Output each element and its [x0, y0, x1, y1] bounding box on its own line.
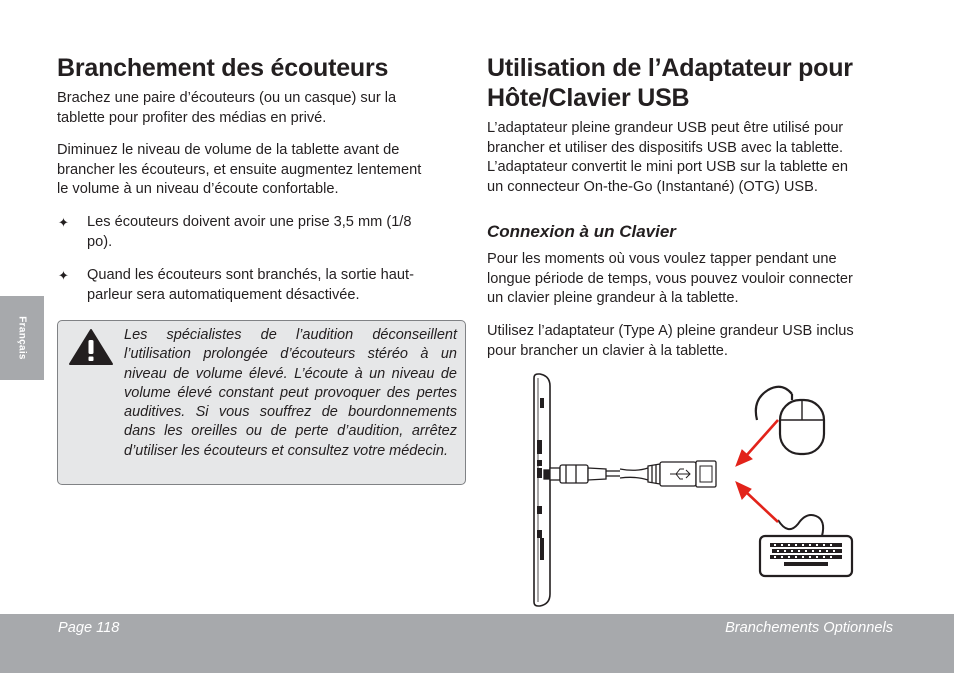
language-label: Français [16, 316, 28, 360]
bullet-star-icon: ✦ [58, 215, 69, 230]
text-line: Quand les écouteurs sont branchés, la sortie haut- [87, 267, 414, 283]
page-footer [0, 614, 954, 673]
text-line: brancher et utiliser des dispositifs USB avec la tablette. [487, 139, 844, 156]
left-paragraph-2 [57, 141, 462, 200]
text-line: brancher les écouteurs, et ensuite augmentez lentement [57, 161, 422, 178]
text-line: le volume à un niveau d’écoute confortable. [57, 181, 339, 198]
text-line: po). [87, 233, 113, 250]
warning-icon [68, 328, 114, 366]
text-line: L’adaptateur pleine grandeur USB peut être utilisé pour [487, 120, 844, 136]
text-line: un clavier pleine grandeur à la tablette. [487, 290, 739, 307]
page-number: Page 118 [58, 620, 120, 636]
warning-text: Les spécialistes de l’audition déconseillent l’utilisation prolongée d’écouteurs stéréo à un niveau de volume élevé. L’écoute à un niveau de volume élevé constant peut provoquer des pertes auditives. Si vous souffrez de bourdonnements dans les oreilles ou de perte d’audition, arrêtez d’utiliser les écouteurs et consultez votre médecin. [124, 327, 457, 459]
right-paragraph-3 [487, 322, 907, 361]
text-line: longue période de temps, vous pouvez vouloir connecter [487, 270, 853, 287]
usb-cable-icon [544, 461, 716, 487]
text-line: Diminuez le niveau de volume de la tablette avant de [57, 142, 400, 158]
right-paragraph-2 [487, 250, 907, 309]
mouse-icon [756, 387, 824, 454]
language-tab [0, 296, 44, 380]
tablet-icon [534, 374, 550, 606]
bullet-star-icon: ✦ [58, 268, 69, 283]
text-line: tablette pour profiter des médias en privé. [57, 109, 327, 126]
footer-section-name: Branchements Optionnels [725, 620, 893, 636]
usb-connection-illustration [520, 372, 860, 608]
text-line: Les écouteurs doivent avoir une prise 3,5 mm (1/8 [87, 214, 412, 230]
right-section-title [487, 53, 927, 113]
text-line: Utilisez l’adaptateur (Type A) pleine grandeur USB inclus [487, 323, 854, 339]
keyboard-icon [760, 515, 852, 576]
title-line: Hôte/Clavier USB [487, 84, 690, 112]
title-line: Utilisation de l’Adaptateur pour [487, 54, 853, 82]
bullet-item [57, 266, 462, 305]
text-line: un connecteur On-the-Go (Instantané) (OTG) USB. [487, 178, 818, 195]
left-section-title: Branchement des écouteurs [57, 54, 389, 82]
text-line: Brachez une paire d’écouteurs (ou un casque) sur la [57, 90, 397, 106]
subsection-title: Connexion à un Clavier [487, 222, 676, 241]
text-line: parleur sera automatiquement désactivée. [87, 286, 360, 303]
right-paragraph-1 [487, 119, 907, 197]
text-line: Pour les moments où vous voulez tapper pendant une [487, 251, 837, 267]
left-paragraph-1 [57, 89, 462, 128]
text-line: pour brancher un clavier à la tablette. [487, 342, 728, 359]
text-line: L’adaptateur convertit le mini port USB sur la tablette en [487, 159, 848, 176]
arrow-icon [736, 420, 778, 522]
bullet-item [57, 213, 462, 252]
